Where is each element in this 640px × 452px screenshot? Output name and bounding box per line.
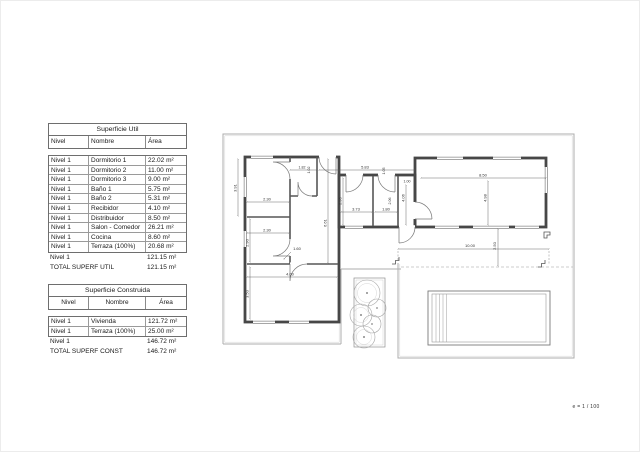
dim-label: 2.90 — [244, 239, 250, 247]
header-nombre: Nombre — [89, 136, 146, 148]
table-title: Superficie Construida — [48, 284, 187, 297]
cell-area: 4.10 m² — [148, 204, 171, 212]
cell-area: 8.60 m² — [148, 233, 171, 241]
cell-area: 22.02 m² — [148, 157, 174, 164]
dim-label: 1.05 — [382, 167, 386, 175]
cell-nombre: Dormitorio 2 — [89, 166, 146, 175]
dim-label: 6.61 — [322, 219, 328, 227]
cell-nombre: Dormitorio 3 — [89, 175, 146, 184]
cell-nivel: Nivel 1 — [49, 204, 89, 213]
dim-label: 2.50 — [492, 242, 497, 250]
dim-label: 3.91 — [232, 184, 238, 192]
scale-note: e = 1 / 100 — [572, 404, 600, 410]
dim-label: 1.00 — [403, 179, 411, 184]
cell-area: 146.72 m² — [147, 338, 177, 346]
cell-nivel: Nivel 1 — [49, 156, 89, 165]
cell-nombre: Vivienda — [89, 317, 146, 326]
total-area: 121.15 m² — [147, 263, 177, 271]
header-area: Área — [148, 138, 162, 145]
cell-nivel: Nivel 1 — [49, 317, 89, 326]
cell-nombre: Baño 1 — [89, 185, 146, 194]
cell-nombre: Recibidor — [89, 204, 146, 213]
pool-steps — [436, 294, 447, 342]
cell-nivel: Nivel 1 — [49, 242, 89, 252]
cell-area: 26.21 m² — [148, 224, 174, 232]
interior-walls — [244, 157, 398, 264]
cell-area: 121.15 m² — [147, 253, 177, 261]
dim-label: 3.50 — [244, 290, 250, 298]
dim-label: 5.83 — [361, 164, 369, 170]
header-nombre: Nombre — [89, 297, 146, 309]
header-nivel: Nivel — [49, 297, 89, 309]
cell-area: 25.00 m² — [148, 327, 174, 335]
cell-nombre: Baño 2 — [89, 194, 146, 203]
cell-area: 8.50 m² — [148, 214, 171, 222]
planter — [350, 278, 386, 348]
cell-nivel: Nivel 1 — [49, 166, 89, 175]
dim-label: 1.02 — [307, 166, 311, 174]
total-area: 146.72 m² — [147, 347, 177, 355]
cell-nombre: Terraza (100%) — [89, 327, 146, 337]
table-title: Superficie Util — [48, 123, 187, 136]
cell-nombre: Terraza (100%) — [89, 242, 146, 252]
total-label: TOTAL SUPERF UTIL — [50, 263, 115, 271]
cell-nivel: Nivel 1 — [49, 327, 89, 337]
cell-area: 121.72 m² — [148, 318, 178, 325]
cell-nivel: Nivel 1 — [49, 223, 89, 232]
dim-label: 2.06 — [388, 197, 392, 205]
cell-nivel: Nivel 1 — [49, 194, 89, 203]
dim-label: 4.06 — [400, 194, 406, 202]
cell-area: 20.68 m² — [148, 243, 174, 251]
dim-label: 2.30 — [263, 227, 271, 233]
floor-plan — [1, 1, 640, 452]
dim-label: 1.80 — [382, 206, 390, 212]
cell-area: 5.31 m² — [148, 195, 171, 203]
cell-nivel: Nivel 1 — [49, 214, 89, 223]
dimension-lines — [238, 159, 549, 319]
dim-label: 2.95 — [337, 197, 343, 205]
cell-area: 11.00 m² — [148, 166, 174, 174]
cell-nivel: Nivel 1 — [50, 253, 70, 261]
cell-nombre: Cocina — [89, 233, 146, 242]
swimming-pool — [428, 291, 550, 345]
dim-label: 10.00 — [464, 243, 476, 248]
cell-nivel: Nivel 1 — [49, 175, 89, 184]
header-nivel: Nivel — [49, 136, 89, 148]
cell-nivel: Nivel 1 — [49, 233, 89, 242]
cell-nombre: Distribuidor — [89, 214, 146, 223]
dim-label: 2.30 — [263, 196, 271, 202]
dim-label: 4.00 — [286, 271, 294, 277]
site-boundary — [223, 134, 574, 358]
step-symbols — [392, 232, 550, 267]
dim-label: 8.50 — [479, 172, 487, 178]
header-area: Área — [159, 299, 173, 306]
cell-nivel: Nivel 1 — [49, 185, 89, 194]
total-label: TOTAL SUPERF CONST — [50, 347, 123, 355]
cell-area: 9.00 m² — [148, 176, 171, 184]
dim-label: 1.60 — [293, 246, 301, 251]
cell-area: 5.75 m² — [148, 185, 171, 193]
dim-label: 1.82 — [298, 165, 306, 170]
dim-label: 4.98 — [482, 194, 488, 202]
dim-label: 3.73 — [352, 206, 360, 212]
tree — [350, 280, 386, 348]
cell-nombre: Salon - Comedor — [89, 223, 146, 232]
cell-nivel: Nivel 1 — [50, 338, 70, 346]
cell-nombre: Dormitorio 1 — [89, 156, 146, 165]
